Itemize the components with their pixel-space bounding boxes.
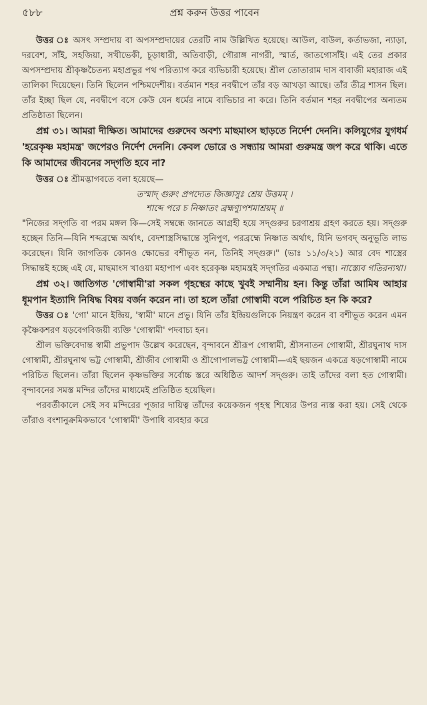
answer-text: "নিজের সদ্‌গতি বা পরম মঙ্গল কি—সেই সম্বন্ধে জানতে আগ্রহী হয়ে সদ্‌গুরুর চরণাশ্রয় গ্রহণ করতে হয়। সদ্‌গুরু হচ্ছেন তিনি—যিনি শব্দব্রহ্মে অর্থাৎ, বেদশাস্ত্রসিদ্ধান্তে সুনিপুণ, পরব্রহ্মে নিষ্ণাত অর্থাৎ, যিনি ভগবদ্‌ অনুভূতি লাভ করেছেন। যিনি জাগতিক কোনও ক্ষোভের বশীভূত নন, তিনিই সদ্‌গুরু।" (ভাঃ ১১/৩/২১) আর বেদ শাস্ত্রের সিদ্ধান্তই হচ্ছে এই যে, মাছমাংস খাওয়া মহাপাপ এবং হরেকৃষ্ণ মহামন্ত্রই সদ্‌গতির একমাত্র পন্থা। <box>22 218 407 274</box>
sanskrit-verse-line-2: শাব্দে পরে চ নিষ্ণাতং ব্রহ্মণ্যুপশমাশ্রয়ম্‌ ॥ <box>146 204 283 215</box>
answer-label: উত্তর ঃ <box>36 311 70 322</box>
question-32: প্রশ্ন ৩২। জাতিগত 'গোস্বামী'রা সকল গৃহস্থের কাছে খুবই সম্মানীয় হন। কিন্তু তাঁরা আমিষ আহার ধূমপান ইত্যাদি নিষিদ্ধ বিষয় বর্জন করেন না। তা হলে তাঁরা গোস্বামী বলে পরিচিত হন কি করে? <box>22 278 407 306</box>
question-31: প্রশ্ন ৩১। আমরা দীক্ষিত। আমাদের গুরুদেব অবশ্য মাছমাংস ছাড়তে নির্দেশ দেননি। কলিযুগের যুগধর্ম 'হরেকৃষ্ণ মহামন্ত্র' জপেরও নির্দেশ দেননি। কেবল ভোরে ও সন্ধ্যায় আমরা গুরুমন্ত্র জপ করে থাকি। এতে কি আমাদের জীবনের সদ্‌গতি হবে না? <box>22 126 407 170</box>
answer-text: অসৎ সম্প্রদায় বা অপসম্প্রদায়ের তেরটি নাম উল্লিখিত হয়েছে। আউল, বাউল, কর্তাভজা, ন্যাড়া, দরবেশ, সাঁই, সহজিয়া, সখীভেকী, চূড়াধারী, অতিবাড়ী, গৌরাঙ্গ নাগরী, স্মার্ত, জাতগোসাঁই। এই তের প্রকার অপসম্প্রদায় শ্রীকৃষ্ণচৈতন্য মহাপ্রভুর পথ পরিত্যাগ করে ব্যভিচারী হয়েছে। শ্রীল তোতারাম দাস বাবাজী মহারাজ এই তালিকা দিয়েছেন। তিনি ছিলেন পশ্চিমদেশীয়। বর্তমান শহর নবদ্বীপে তাঁর বড় আখড়া আছে। তাঁর তীব্র শাসন ছিল। তাঁর ইচ্ছা ছিল যে, নবদ্বীপে বসে কেউ যেন ধর্মের নামে ব্যভিচার না করে। তিনি বর্তমান শহর নবদ্বীপের অন্যতম প্রতিষ্ঠাতা ছিলেন। <box>22 36 407 121</box>
answer-32 <box>22 309 407 339</box>
answer-32-paragraph-2: শ্রীল ভক্তিবেদান্ত স্বামী প্রভুপাদ উল্লেখ করেছেন, বৃন্দাবনে শ্রীরূপ গোস্বামী, শ্রীসনাতন গোস্বামী, শ্রীরঘুনাথ দাস গোস্বামী, শ্রীরঘুনাথ ভট্ট গোস্বামী, শ্রীজীব গোস্বামী ও শ্রীগোপালভট্ট গোস্বামী—এই ছয়জন একত্রে ষড়গোস্বামী নামে পরিচিত ছিলেন। তাঁরা ছিলেন কৃষ্ণভক্তির সর্বোচ্চ স্তরে অধিষ্ঠিত আদর্শ সদ্‌গুরু। তাই তাঁদের বলা হত গোস্বামী। বৃন্দাবনের সমস্ত মন্দির তাঁদের মাধ্যমেই প্রতিষ্ঠিত হয়েছিল। <box>22 341 407 397</box>
answer-intro: শ্রীমদ্ভাগবতে বলা হয়েছে— <box>68 174 164 185</box>
sanskrit-verse-line-1: তস্মাদ্‌ গুরুং প্রপদ্যেত জিজ্ঞাসুঃ শ্রেয় উত্তমম্‌ । <box>136 189 293 200</box>
answer-label: উত্তর ঃ <box>36 36 70 46</box>
page-header <box>22 6 407 26</box>
answer-label: উত্তর ঃ <box>36 174 69 185</box>
running-title: প্রশ্ন করুন উত্তর পাবেন <box>169 8 260 19</box>
page-number: ৫৮৮ <box>22 7 43 19</box>
closing-quote: নাস্ত্যেব গতিরন্যথা। <box>340 263 406 274</box>
answer-30 <box>22 34 407 124</box>
answer-31-body <box>22 217 407 277</box>
page-body <box>22 34 407 429</box>
answer-32-paragraph-3: পরবর্তীকালে সেই সব মন্দিরের পূজার দায়িত্ব তাঁদের কয়েকজন গৃহস্থ শিষ্যের উপর ন্যস্ত করা হয়। সেই থেকে তাঁরাও বংশানুক্রমিকভাবে 'গোস্বামী' উপাধি ব্যবহার করে <box>22 401 407 427</box>
answer-text: 'গো' মানে ইন্দ্রিয়, 'স্বামী' মানে প্রভু। যিনি তাঁর ইন্দ্রিয়গুলিকে নিয়ন্ত্রণ করেন বা বশীভূত করেন এমন কৃষ্ণৈকশরণ যড়বেগবিজয়ী ব্যক্তি 'গোস্বামী' পদবাচ্য হন। <box>22 311 407 337</box>
answer-31-intro <box>22 173 407 188</box>
